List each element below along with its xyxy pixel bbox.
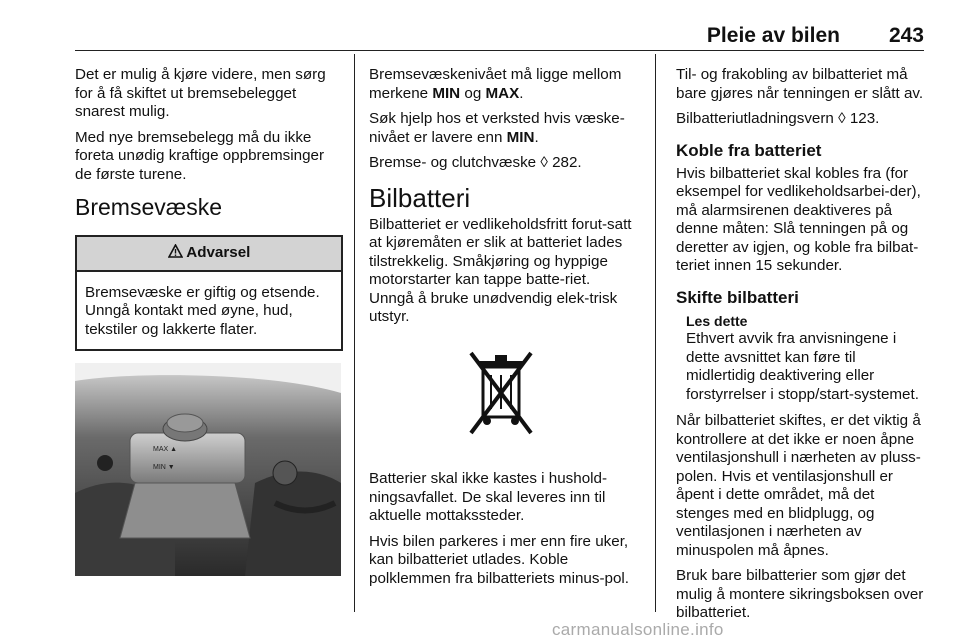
- page-header-title: Pleie av bilen: [706, 24, 840, 47]
- paragraph: Til- og frakobling av bilbatteriet må bare gjøres når tenningen er slått av.: [676, 66, 924, 102]
- paragraph: Det er mulig å kjøre videre, men sørg for å få skiftet ut bremsebelegget snarest mulig.: [75, 66, 326, 120]
- note-box: [686, 312, 928, 405]
- note-text: Ethvert avvik fra anvisningene i dette avsnittet kan føre til midlertidig deaktivering eller forstyrrelser i stopp/start-systemet.: [686, 330, 919, 403]
- column-1: [75, 66, 343, 576]
- warning-header: [77, 237, 341, 272]
- paragraph: Når bilbatteriet skiftes, er det viktig å kontrollere at det ikke er noen åpne ventilasjonshull i nærheten av pluss-polen. Hvis et ventilasjonshull er åpent i dette området, må det stenges med en blidplugg, og ventilasjonen i nærheten av minuspolen må åpnes.: [676, 412, 921, 559]
- cross-reference: Bilbatteriutladningsvern ◊ 123.: [676, 110, 880, 127]
- section-heading-bremsevaeske: Bremsevæske: [75, 194, 222, 220]
- column-3: [676, 66, 928, 630]
- warning-triangle-icon: [168, 244, 187, 261]
- column-divider-2: [655, 54, 656, 612]
- warning-title: Advarsel: [186, 244, 251, 261]
- note-title: Les dette: [686, 312, 748, 329]
- paragraph: Hvis bilbatteriet skal kobles fra (for eksempel for vedlikeholdsarbei-der), må alarmsirenen deaktiveres på denne måten: Slå tenningen på og deretter av igjen, og koble fra bilbat-teriet innen 15 sekunder.: [676, 164, 921, 274]
- paragraph: Søk hjelp hos et verksted hvis væske-nivået er lavere enn MIN.: [369, 110, 625, 146]
- warning-box: [75, 235, 343, 351]
- section-heading-bilbatteri: Bilbatteri: [369, 182, 471, 213]
- photo-max-label: MAX ▲: [153, 446, 178, 453]
- header-divider: [75, 50, 924, 51]
- watermark: carmanualsonline.info: [552, 620, 724, 639]
- column-divider-1: [354, 54, 355, 612]
- subheading-skifte-bilbatteri: Skifte bilbatteri: [676, 287, 799, 307]
- page-number: 243: [888, 24, 924, 47]
- paragraph: Bremsevæskenivået må ligge mellom merkene MIN og MAX.: [369, 66, 622, 102]
- cross-reference: Bremse- og clutchvæske ◊ 282.: [369, 154, 582, 171]
- crossed-out-wheelie-bin-icon: [369, 347, 633, 445]
- brake-fluid-reservoir-photo: [75, 363, 341, 576]
- paragraph: Bilbatteriet er vedlikeholdsfritt forut-satt at kjøremåten er slik at batteriet lades tilstrekkelig. Småkjøring og hyppige motorstarter kan tappe batte-riet. Unngå å bruke unødvendig elek-trisk utstyr.: [369, 215, 632, 325]
- subheading-koble-fra-batteriet: Koble fra batteriet: [676, 140, 822, 160]
- paragraph: Batterier skal ikke kastes i hushold-ningsavfallet. De skal leveres inn til aktuelle mottakssteder.: [369, 470, 608, 524]
- paragraph: Med nye bremsebelegg må du ikke foreta unødig kraftige oppbremsinger de første turene.: [75, 128, 325, 183]
- paragraph: Bruk bare bilbatterier som gjør det mulig å montere sikringsboksen over bilbatteriet.: [676, 567, 924, 621]
- warning-text: Bremsevæske er giftig og etsende. Unngå kontakt med øyne, hud, tekstiler og lakkerte flater.: [85, 283, 320, 338]
- paragraph: Hvis bilen parkeres i mer enn fire uker, kan bilbatteriet utlades. Koble polklemmen fra bilbatteriets minus-pol.: [369, 532, 629, 587]
- column-2: [369, 66, 633, 595]
- photo-min-label: MIN ▼: [153, 464, 175, 471]
